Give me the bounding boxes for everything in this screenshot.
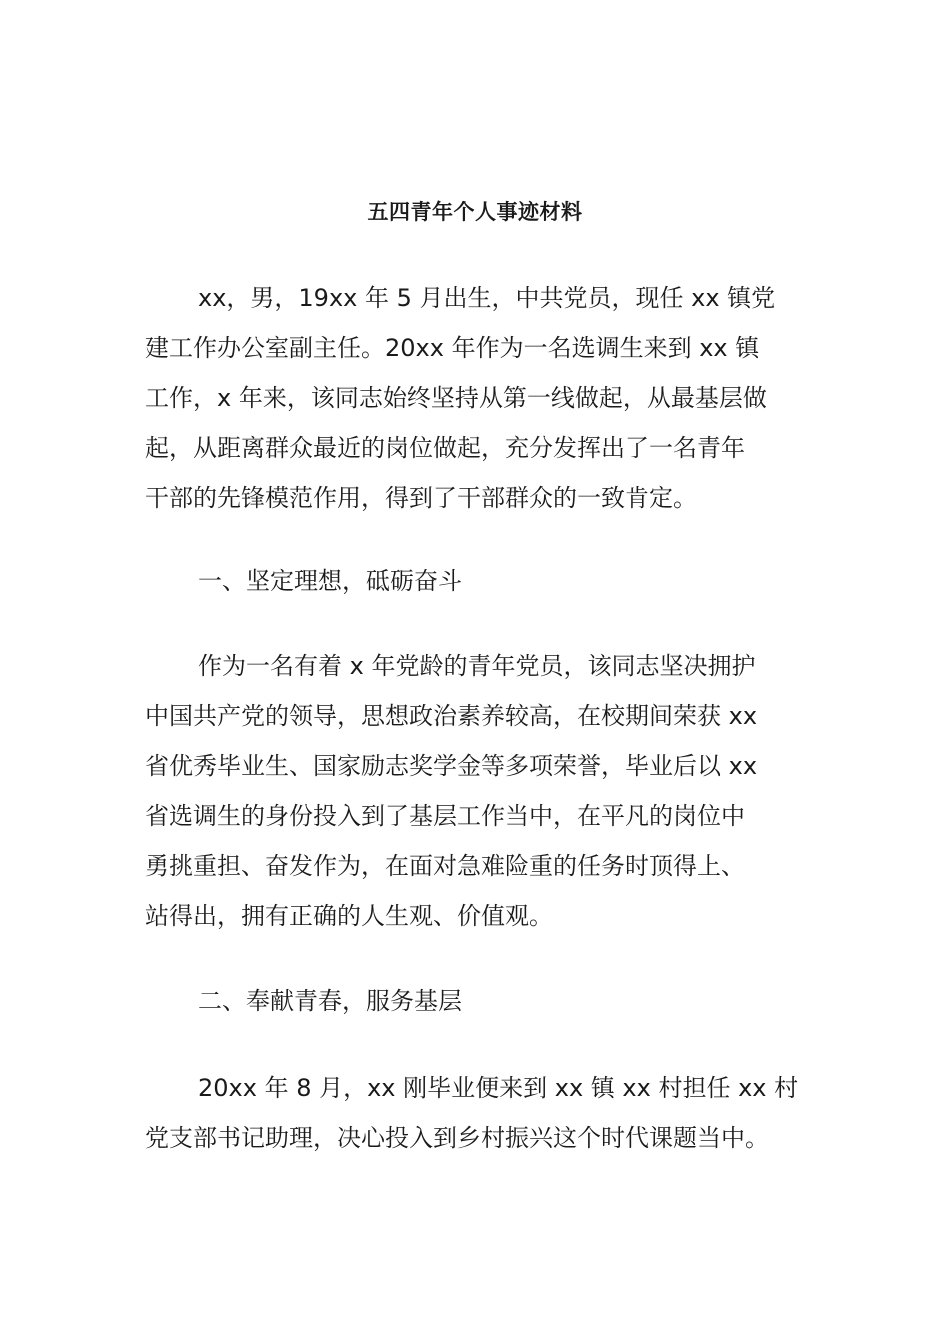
- section-2-heading-block: [145, 976, 810, 1026]
- paragraph-line: 作为一名有着 x 年党龄的青年党员，该同志坚决拥护: [198, 652, 756, 680]
- paragraph-line: 干部的先锋模范作用，得到了干部群众的一致肯定。: [145, 484, 697, 512]
- paragraph-line: 省优秀毕业生、国家励志奖学金等多项荣誉，毕业后以 xx: [145, 752, 758, 780]
- intro-paragraph: [145, 273, 810, 523]
- section-heading: 一、坚定理想，砥砺奋斗: [198, 567, 462, 595]
- section-2-paragraph: [145, 1063, 810, 1163]
- paragraph-line: 省选调生的身份投入到了基层工作当中，在平凡的岗位中: [145, 802, 745, 830]
- section-1-paragraph: [145, 641, 810, 941]
- paragraph-line: 建工作办公室副主任。20xx 年作为一名选调生来到 xx 镇: [145, 334, 760, 362]
- paragraph-line: xx，男，19xx 年 5 月出生，中共党员，现任 xx 镇党: [198, 284, 776, 312]
- paragraph-line: 勇挑重担、奋发作为，在面对急难险重的任务时顶得上、: [145, 852, 745, 880]
- paragraph-line: 站得出，拥有正确的人生观、价值观。: [145, 902, 553, 930]
- paragraph-line: 工作，x 年来，该同志始终坚持从第一线做起，从最基层做: [145, 384, 767, 412]
- paragraph-line: 20xx 年 8 月，xx 刚毕业便来到 xx 镇 xx 村担任 xx 村: [198, 1074, 799, 1102]
- paragraph-line: 中国共产党的领导，思想政治素养较高，在校期间荣获 xx: [145, 702, 758, 730]
- section-1-heading-block: [145, 556, 810, 606]
- section-heading: 二、奉献青春，服务基层: [198, 987, 462, 1015]
- paragraph-line: 党支部书记助理，决心投入到乡村振兴这个时代课题当中。: [145, 1124, 769, 1152]
- paragraph-line: 起，从距离群众最近的岗位做起，充分发挥出了一名青年: [145, 434, 745, 462]
- document-title: 五四青年个人事迹材料: [367, 200, 583, 224]
